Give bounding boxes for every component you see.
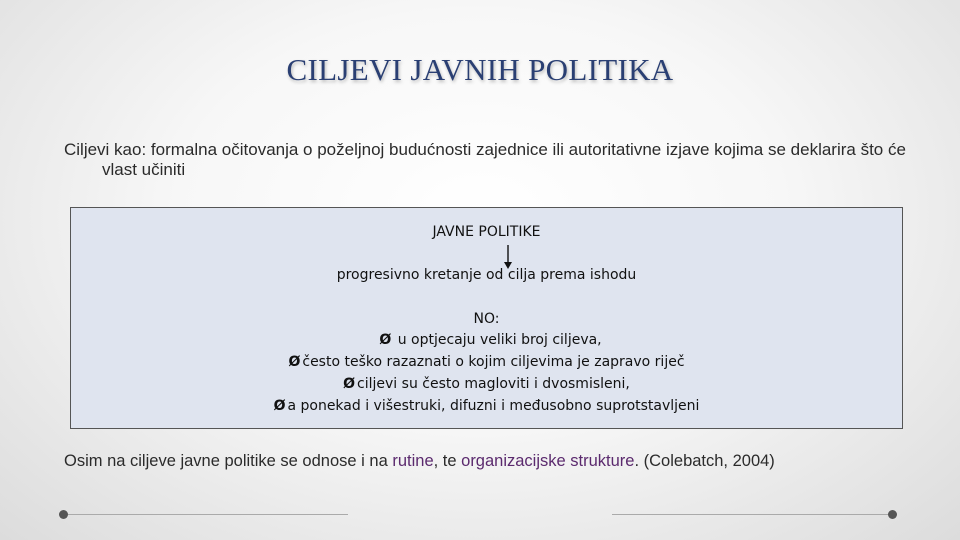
term-organizacijske-strukture: organizacijske strukture: [461, 452, 635, 470]
box-heading: JAVNE POLITIKE: [432, 224, 541, 240]
bullet-item: Ø u optjecaju veliki broj ciljeva,: [379, 332, 602, 348]
intro-paragraph: Ciljevi kao: formalna očitovanja o poželjnoj budućnosti zajednice ili autoritativne izjave kojima se deklarira što će vlast učiniti: [64, 140, 906, 179]
box-subheading: progresivno kretanje od cilja prema ishodu: [336, 267, 637, 283]
bullet-item: Ø a ponekad i višestruki, difuzni i međusobno suprotstavljeni: [273, 398, 700, 414]
content-box: [70, 207, 903, 429]
bullet-item: Ø često teško razaznati o kojim ciljevima je zapravo riječ: [288, 354, 685, 370]
arrowhead-bullet-icon: Ø: [343, 376, 356, 392]
arrowhead-bullet-icon: Ø: [273, 398, 286, 414]
term-rutine: rutine: [392, 452, 434, 470]
right-decor-dot: [888, 510, 897, 519]
arrowhead-bullet-icon: Ø: [379, 332, 392, 348]
but-label: NO:: [473, 311, 500, 327]
left-decor-line: [68, 514, 348, 515]
bullet-item: Ø ciljevi su često magloviti i dvosmisleni,: [343, 376, 630, 392]
slide-title: CILJEVI JAVNIH POLITIKA: [286, 52, 674, 87]
left-decor-dot: [59, 510, 68, 519]
right-decor-line: [612, 514, 890, 515]
down-arrow-icon: [503, 245, 513, 269]
footer-paragraph: Osim na ciljeve javne politike se odnose i na rutine, te organizacijske strukture. (Colebatch, 2004): [64, 452, 775, 470]
arrowhead-bullet-icon: Ø: [288, 354, 301, 370]
